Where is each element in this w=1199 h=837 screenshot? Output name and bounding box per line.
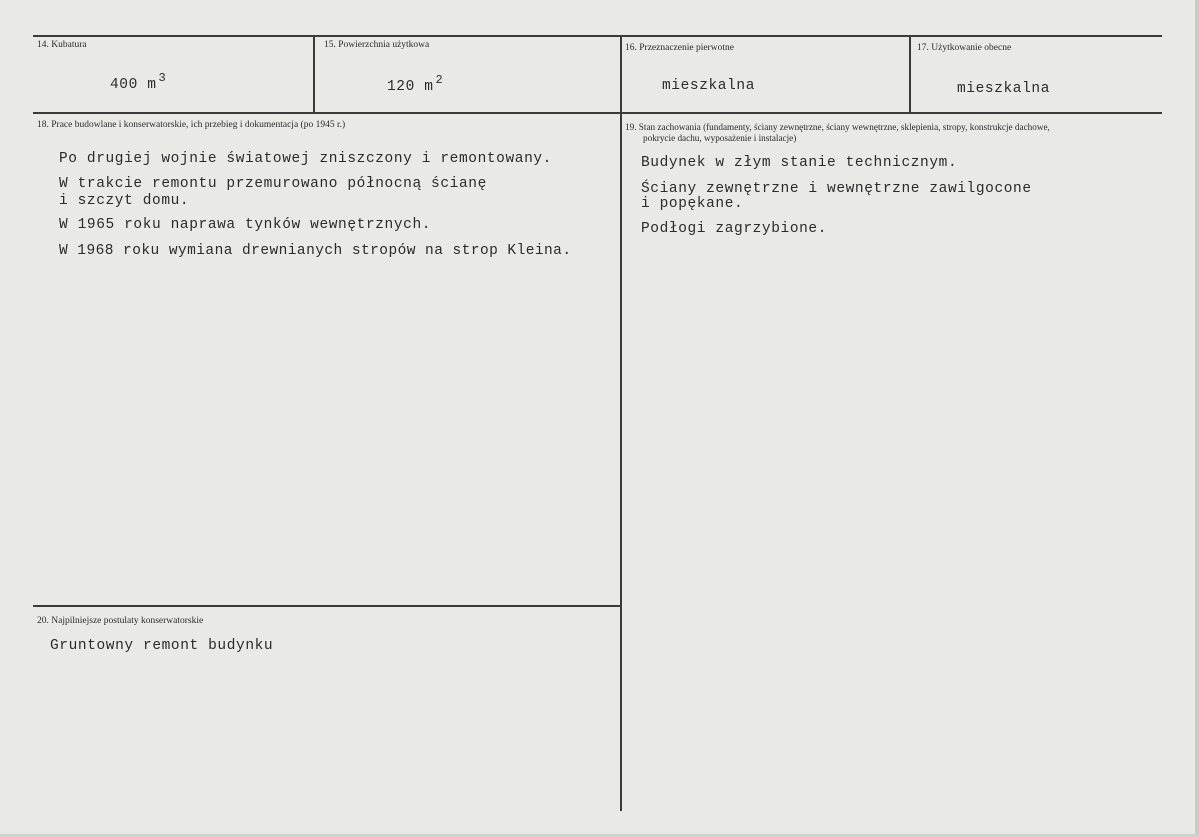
field-14-exponent: 3 — [158, 71, 167, 85]
field-16-value: mieszkalna — [662, 78, 756, 94]
field-19-line: i popękane. — [641, 196, 744, 212]
field-19-line: Budynek w złym stanie technicznym. — [641, 155, 958, 171]
field-18-line: Po drugiej wojnie światowej zniszczony i remontowany. — [59, 151, 552, 167]
field-18-line: i szczyt domu. — [59, 193, 190, 209]
field-14-value — [110, 71, 166, 93]
field-20-label: 20. Najpilniejsze postulaty konserwatorskie — [37, 616, 204, 626]
field-20-line: Gruntowny remont budynku — [50, 638, 274, 654]
field-18-line: W trakcie remontu przemurowano północną ścianę — [59, 176, 487, 192]
section-20-divider-line — [33, 605, 622, 607]
field-19-label-line-2: pokrycie dachu, wyposażenie i instalacje) — [643, 133, 797, 143]
field-17-value: mieszkalna — [957, 81, 1051, 97]
field-19-line: Ściany zewnętrzne i wewnętrzne zawilgocone — [641, 181, 1032, 197]
field-19-line: Podłogi zagrzybione. — [641, 221, 828, 237]
field-18-line: W 1965 roku naprawa tynków wewnętrznych. — [59, 217, 432, 233]
field-14-value-text: 400 m — [110, 77, 157, 93]
field-14-label: 14. Kubatura — [37, 40, 87, 50]
field-15-value-text: 120 m — [387, 79, 434, 95]
row-divider-line — [33, 112, 1162, 114]
column-divider-14-15 — [313, 35, 315, 114]
field-15-value — [387, 73, 443, 95]
card-right-edge — [1195, 0, 1199, 837]
column-divider-main — [620, 35, 622, 811]
field-15-exponent: 2 — [435, 73, 444, 87]
field-15-label: 15. Powierzchnia użytkowa — [324, 40, 430, 50]
field-16-label: 16. Przeznaczenie pierwotne — [625, 43, 734, 53]
field-17-label: 17. Użytkowanie obecne — [917, 43, 1012, 53]
field-18-label: 18. Prace budowlane i konserwatorskie, ich przebieg i dokumentacja (po 1945 r.) — [37, 120, 346, 130]
top-border-line — [33, 35, 1162, 37]
field-19-label-line-1: 19. Stan zachowania (fundamenty, ściany zewnętrzne, ściany wewnętrzne, sklepienia, stropy, konstrukcje dachowe, — [625, 122, 1050, 132]
column-divider-16-17 — [909, 35, 911, 114]
field-18-line: W 1968 roku wymiana drewnianych stropów na strop Kleina. — [59, 243, 572, 259]
